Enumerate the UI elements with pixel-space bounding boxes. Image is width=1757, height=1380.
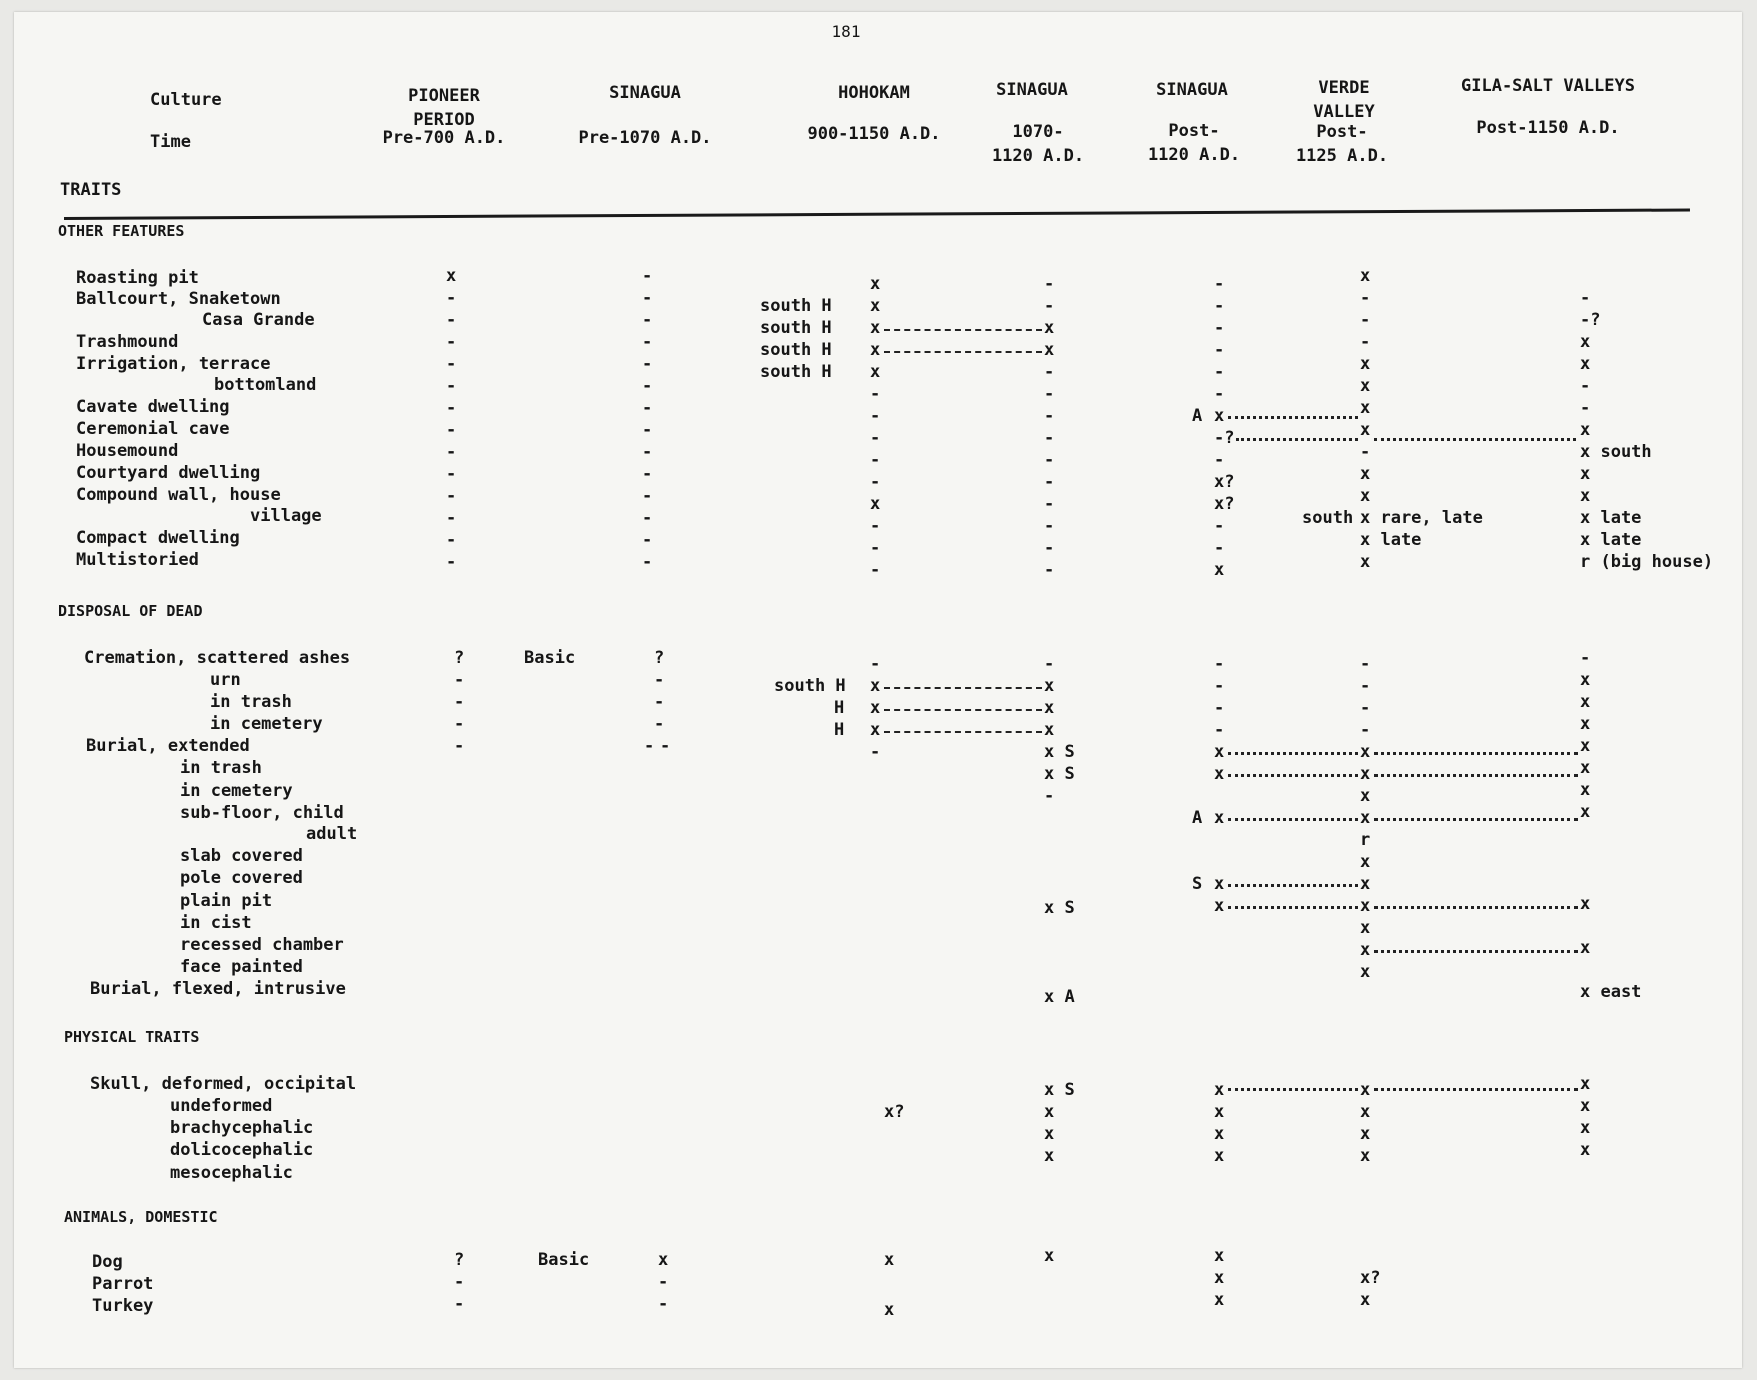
cell-mark: - — [454, 714, 465, 734]
cell-mark: - — [1214, 362, 1225, 382]
cell-mark: - — [1044, 428, 1055, 448]
connector-line — [1374, 1088, 1578, 1091]
cell-mark: x — [1580, 1096, 1591, 1116]
cell-mark: x — [1580, 332, 1591, 352]
row-label: in trash — [210, 692, 292, 712]
cell-mark: x — [870, 362, 881, 382]
row-label: Dog — [92, 1252, 123, 1272]
cell-mark: x — [1044, 340, 1055, 360]
cell-mark: - — [1580, 648, 1591, 668]
cell-mark: x S — [1044, 898, 1075, 918]
cell-mark: - — [654, 670, 665, 690]
cell-mark: - — [642, 552, 653, 572]
cell-mark: x — [1360, 940, 1371, 960]
row-label: plain pit — [180, 891, 273, 911]
cell-mark: r — [1360, 830, 1371, 850]
cell-mark: - — [644, 736, 655, 756]
cell-mark: x — [1580, 486, 1591, 506]
cell-mark: x — [1360, 376, 1371, 396]
cell-mark: - — [1214, 676, 1225, 696]
row-label: Burial, extended — [86, 736, 250, 756]
row-label: village — [250, 506, 322, 526]
connector-line — [884, 687, 1042, 689]
cell-mark: - — [1214, 450, 1225, 470]
cell-mark: - — [1360, 332, 1371, 352]
cell-mark: x — [1580, 938, 1591, 958]
cell-mark: - — [642, 442, 653, 462]
cell-mark: - — [1360, 288, 1371, 308]
cell-mark: x — [1580, 354, 1591, 374]
cell-mark: - — [654, 714, 665, 734]
cell-mark: - — [1214, 384, 1225, 404]
cell-mark: - — [454, 1272, 465, 1292]
cell-mark: - — [642, 420, 653, 440]
cell-mark: -? — [1214, 428, 1235, 448]
connector-line — [1228, 884, 1358, 887]
col-header-culture: SINAGUA — [609, 83, 681, 103]
cell-mark: x — [1214, 1080, 1225, 1100]
section-heading: OTHER FEATURES — [58, 222, 185, 240]
cell-mark: - — [870, 516, 881, 536]
cell-mark: x late — [1580, 508, 1642, 528]
cell-mark: x — [1580, 1118, 1591, 1138]
row-label: face painted — [180, 957, 303, 977]
cell-mark: x — [1214, 742, 1225, 762]
connector-line — [1374, 774, 1578, 777]
cell-mark: x — [1580, 670, 1591, 690]
cell-mark: x — [1044, 1146, 1055, 1166]
cell-mark: - — [642, 398, 653, 418]
cell-mark: - — [1580, 376, 1591, 396]
cell-mark: x — [1044, 1246, 1055, 1266]
cell-mark: ? — [454, 648, 465, 668]
row-label: bottomland — [214, 375, 317, 395]
cell-mark: - — [446, 420, 457, 440]
row-label: recessed chamber — [180, 935, 344, 955]
cell-mark: - — [1044, 516, 1055, 536]
cell-mark: x — [1580, 758, 1591, 778]
cell-mark: - — [446, 332, 457, 352]
cell-mark: x — [1580, 894, 1591, 914]
row-label: pole covered — [180, 868, 303, 888]
cell-mark: - — [1580, 288, 1591, 308]
cell-mark: - — [1214, 318, 1225, 338]
cell-mark: x — [1044, 698, 1055, 718]
cell-mark: - — [642, 266, 653, 286]
cell-mark: x — [870, 720, 881, 740]
cell-mark: x? — [1214, 494, 1235, 514]
col-header-culture: PIONEER PERIOD — [408, 86, 480, 130]
cell-mark: H — [834, 698, 845, 718]
cell-mark: - — [1214, 720, 1225, 740]
cell-mark: H — [834, 720, 845, 740]
cell-mark: - — [870, 654, 881, 674]
cell-mark: - — [658, 1294, 669, 1314]
cell-mark: - — [1044, 406, 1055, 426]
cell-mark: A — [1192, 808, 1203, 828]
cell-mark: ? — [454, 1250, 465, 1270]
cell-mark: - — [446, 376, 457, 396]
cell-mark: x — [1214, 1124, 1225, 1144]
cell-mark: - — [1360, 676, 1371, 696]
row-label: in cemetery — [210, 714, 323, 734]
row-label: Housemound — [76, 441, 179, 461]
cell-mark: x — [1580, 692, 1591, 712]
cell-mark: - — [446, 398, 457, 418]
cell-mark: x — [870, 318, 881, 338]
header-rule — [64, 208, 1690, 220]
row-label: Courtyard dwelling — [76, 463, 261, 483]
row-label: in cist — [180, 913, 252, 933]
cell-mark: - — [446, 442, 457, 462]
cell-mark: x S — [1044, 1080, 1075, 1100]
cell-mark: x — [1044, 1102, 1055, 1122]
cell-mark: x — [1360, 552, 1371, 572]
cell-mark: x — [1214, 406, 1225, 426]
cell-mark: - — [1044, 538, 1055, 558]
cell-mark: x — [1580, 1140, 1591, 1160]
cell-mark: x — [1580, 736, 1591, 756]
row-label: Burial, flexed, intrusive — [90, 979, 346, 999]
cell-mark: - — [446, 464, 457, 484]
cell-mark: x — [1214, 1102, 1225, 1122]
connector-line — [1374, 906, 1578, 909]
cell-mark: - — [870, 384, 881, 404]
cell-mark: - — [1214, 274, 1225, 294]
connector-line — [1236, 438, 1358, 441]
cell-mark: - — [658, 1272, 669, 1292]
cell-mark: x — [1360, 874, 1371, 894]
row-label: Ballcourt, Snaketown — [76, 289, 281, 309]
cell-mark: x late — [1580, 530, 1642, 550]
cell-mark: - — [870, 538, 881, 558]
cell-mark: - — [870, 428, 881, 448]
connector-line — [1228, 1088, 1358, 1091]
cell-mark: x? — [884, 1102, 905, 1122]
cell-mark: - — [446, 486, 457, 506]
cell-mark: x — [1580, 714, 1591, 734]
cell-mark: x — [446, 266, 457, 286]
cell-mark: x — [1580, 802, 1591, 822]
connector-line — [1374, 818, 1578, 821]
connector-line — [1228, 416, 1358, 419]
cell-mark: - — [454, 1294, 465, 1314]
connector-line — [1228, 774, 1358, 777]
connector-line — [1228, 752, 1358, 755]
cell-mark: - — [454, 692, 465, 712]
row-label: adult — [306, 824, 358, 844]
cell-mark: - — [1044, 654, 1055, 674]
connector-line — [1228, 818, 1358, 821]
cell-mark: -? — [1580, 310, 1601, 330]
cell-mark: south H — [774, 676, 846, 696]
row-label: Compound wall, house — [76, 485, 281, 505]
col-header-time: Post-1150 A.D. — [1476, 118, 1620, 138]
col-header-culture: VERDE VALLEY — [1313, 78, 1375, 122]
cell-mark: - — [1044, 472, 1055, 492]
cell-mark: south H — [760, 296, 832, 316]
cell-mark: - — [1044, 450, 1055, 470]
cell-mark: x — [1044, 720, 1055, 740]
cell-mark: x — [1360, 354, 1371, 374]
cell-mark: - — [870, 742, 881, 762]
cell-mark: - — [446, 310, 457, 330]
col-header-time: 900-1150 A.D. — [807, 124, 941, 144]
cell-mark: x — [1580, 1074, 1591, 1094]
row-label: Skull, deformed, occipital — [90, 1074, 357, 1094]
cell-mark: x rare, late — [1360, 508, 1483, 528]
cell-mark: - — [446, 288, 457, 308]
cell-mark: x — [1580, 464, 1591, 484]
col-header-time: Post- 1120 A.D. — [1147, 121, 1241, 165]
cell-mark: x — [1360, 420, 1371, 440]
cell-mark: x — [1360, 918, 1371, 938]
cell-mark: x — [1214, 1246, 1225, 1266]
cell-mark: - — [1360, 720, 1371, 740]
cell-mark: - — [1214, 296, 1225, 316]
cell-mark: x — [1360, 464, 1371, 484]
cell-mark: x — [1044, 318, 1055, 338]
cell-mark: x — [1214, 874, 1225, 894]
cell-mark: x south — [1580, 442, 1652, 462]
cell-mark: x — [1580, 780, 1591, 800]
cell-mark: x — [1360, 786, 1371, 806]
cell-mark: Basic — [538, 1250, 590, 1270]
col-header-time: 1070- 1120 A.D. — [991, 122, 1085, 166]
cell-mark: - — [1360, 654, 1371, 674]
cell-mark: x — [1214, 560, 1225, 580]
row-label: Irrigation, terrace — [76, 354, 271, 374]
cell-mark: x — [1360, 1124, 1371, 1144]
row-label: Turkey — [92, 1296, 154, 1316]
cell-mark: - — [1214, 654, 1225, 674]
cell-mark: - — [870, 560, 881, 580]
col-header-culture: SINAGUA — [1156, 80, 1228, 100]
cell-mark: x — [1214, 764, 1225, 784]
connector-line — [884, 329, 1042, 331]
cell-mark: x — [1360, 896, 1371, 916]
cell-mark: x — [1360, 962, 1371, 982]
connector-line — [884, 709, 1042, 711]
connector-line — [884, 731, 1042, 733]
cell-mark: - — [1044, 494, 1055, 514]
cell-mark: - — [642, 464, 653, 484]
cell-mark: x — [1214, 1268, 1225, 1288]
col-header-time: Pre-700 A.D. — [382, 128, 506, 148]
cell-mark: - — [1360, 698, 1371, 718]
cell-mark: x — [870, 274, 881, 294]
row-label: Ceremonial cave — [76, 419, 230, 439]
cell-mark: r (big house) — [1580, 552, 1714, 572]
cell-mark: x A — [1044, 987, 1075, 1007]
cell-mark: x — [1360, 1102, 1371, 1122]
row-label: Trashmound — [76, 332, 179, 352]
cell-mark: x — [870, 676, 881, 696]
connector-line — [1228, 906, 1358, 909]
row-label: Compact dwelling — [76, 528, 240, 548]
col-header-culture: SINAGUA — [996, 80, 1068, 100]
cell-mark: - — [454, 736, 465, 756]
connector-line — [1374, 950, 1578, 953]
col-header-time: Post- 1125 A.D. — [1295, 122, 1389, 166]
cell-mark: x — [658, 1250, 669, 1270]
cell-mark: x? — [1360, 1268, 1381, 1288]
col-header-time: Pre-1070 A.D. — [578, 128, 712, 148]
cell-mark: - — [446, 354, 457, 374]
row-label: sub-floor, child — [180, 803, 344, 823]
cell-mark: - — [1360, 310, 1371, 330]
cell-mark: x — [1360, 852, 1371, 872]
row-label: Roasting pit — [76, 268, 199, 288]
cell-mark: Basic — [524, 648, 576, 668]
cell-mark: - — [642, 486, 653, 506]
cell-mark: x — [1044, 1124, 1055, 1144]
cell-mark: - — [1214, 538, 1225, 558]
cell-mark: x — [1580, 420, 1591, 440]
cell-mark: - — [1044, 786, 1055, 806]
cell-mark: south H — [760, 318, 832, 338]
cell-mark: x — [884, 1250, 895, 1270]
cell-mark: - — [642, 376, 653, 396]
cell-mark: x — [1214, 1146, 1225, 1166]
section-heading: ANIMALS, DOMESTIC — [64, 1208, 218, 1226]
cell-mark: x — [870, 698, 881, 718]
traits-label: TRAITS — [60, 180, 122, 200]
row-label: brachycephalic — [170, 1118, 314, 1138]
cell-mark: - — [1044, 296, 1055, 316]
cell-mark: - — [642, 288, 653, 308]
cell-mark: x — [1360, 486, 1371, 506]
cell-mark: - — [642, 530, 653, 550]
cell-mark: S — [1192, 874, 1203, 894]
cell-mark: x late — [1360, 530, 1422, 550]
connector-line — [1374, 438, 1576, 441]
cell-mark: south — [1302, 508, 1354, 528]
cell-mark: x — [870, 296, 881, 316]
cell-mark: x — [870, 340, 881, 360]
cell-mark: x? — [1214, 472, 1235, 492]
section-heading: DISPOSAL OF DEAD — [58, 602, 203, 620]
cell-mark: x — [870, 494, 881, 514]
cell-mark: x — [1360, 764, 1371, 784]
cell-mark: - — [454, 670, 465, 690]
cell-mark: A — [1192, 406, 1203, 426]
cell-mark: - — [1044, 274, 1055, 294]
cell-mark: x — [1214, 896, 1225, 916]
cell-mark: x — [1360, 1146, 1371, 1166]
cell-mark: - — [1580, 398, 1591, 418]
row-label: Parrot — [92, 1274, 154, 1294]
cell-mark: x S — [1044, 742, 1075, 762]
cell-mark: x — [1360, 266, 1371, 286]
cell-mark: - — [1360, 442, 1371, 462]
row-label: Multistoried — [76, 550, 199, 570]
cell-mark: x S — [1044, 764, 1075, 784]
cell-mark: x east — [1580, 982, 1642, 1002]
row-label: in trash — [180, 758, 262, 778]
connector-line — [884, 351, 1042, 353]
row-label: Casa Grande — [202, 310, 315, 330]
cell-mark: - — [1044, 384, 1055, 404]
cell-mark: - — [1214, 340, 1225, 360]
cell-mark: - — [446, 530, 457, 550]
cell-mark: south H — [760, 362, 832, 382]
cell-mark: - — [642, 508, 653, 528]
col-header-culture: HOHOKAM — [838, 83, 910, 103]
cell-mark: ? — [654, 648, 665, 668]
cell-mark: - — [642, 310, 653, 330]
cell-mark: - — [870, 406, 881, 426]
cell-mark: x — [1044, 676, 1055, 696]
cell-mark: x — [1214, 808, 1225, 828]
cell-mark: x — [884, 1300, 895, 1320]
cell-mark: - — [1044, 362, 1055, 382]
cell-mark: - — [642, 354, 653, 374]
culture-label: Culture — [150, 90, 222, 110]
page-number: 181 — [831, 22, 861, 41]
cell-mark: - — [654, 692, 665, 712]
row-label: Cavate dwelling — [76, 397, 230, 417]
row-label: slab covered — [180, 846, 303, 866]
cell-mark: x — [1360, 1290, 1371, 1310]
row-label: undeformed — [170, 1096, 273, 1116]
cell-mark: x — [1214, 1290, 1225, 1310]
cell-mark: - — [1214, 516, 1225, 536]
cell-mark: - — [446, 552, 457, 572]
cell-mark: x — [1360, 1080, 1371, 1100]
row-label: in cemetery — [180, 781, 293, 801]
cell-mark: - — [1044, 560, 1055, 580]
cell-mark: x — [1360, 808, 1371, 828]
cell-mark: - — [446, 508, 457, 528]
cell-mark: - — [870, 450, 881, 470]
cell-mark: - — [660, 736, 671, 756]
row-label: mesocephalic — [170, 1163, 293, 1183]
cell-mark: x — [1360, 398, 1371, 418]
connector-line — [1374, 752, 1578, 755]
col-header-culture: GILA-SALT VALLEYS — [1461, 76, 1635, 96]
section-heading: PHYSICAL TRAITS — [64, 1028, 200, 1046]
document-page — [14, 12, 1742, 1368]
cell-mark: - — [870, 472, 881, 492]
cell-mark: x — [1360, 742, 1371, 762]
cell-mark: south H — [760, 340, 832, 360]
row-label: urn — [210, 670, 241, 690]
time-label: Time — [150, 132, 191, 152]
row-label: dolicocephalic — [170, 1140, 314, 1160]
row-label: Cremation, scattered ashes — [84, 648, 351, 668]
cell-mark: - — [1214, 698, 1225, 718]
cell-mark: - — [642, 332, 653, 352]
